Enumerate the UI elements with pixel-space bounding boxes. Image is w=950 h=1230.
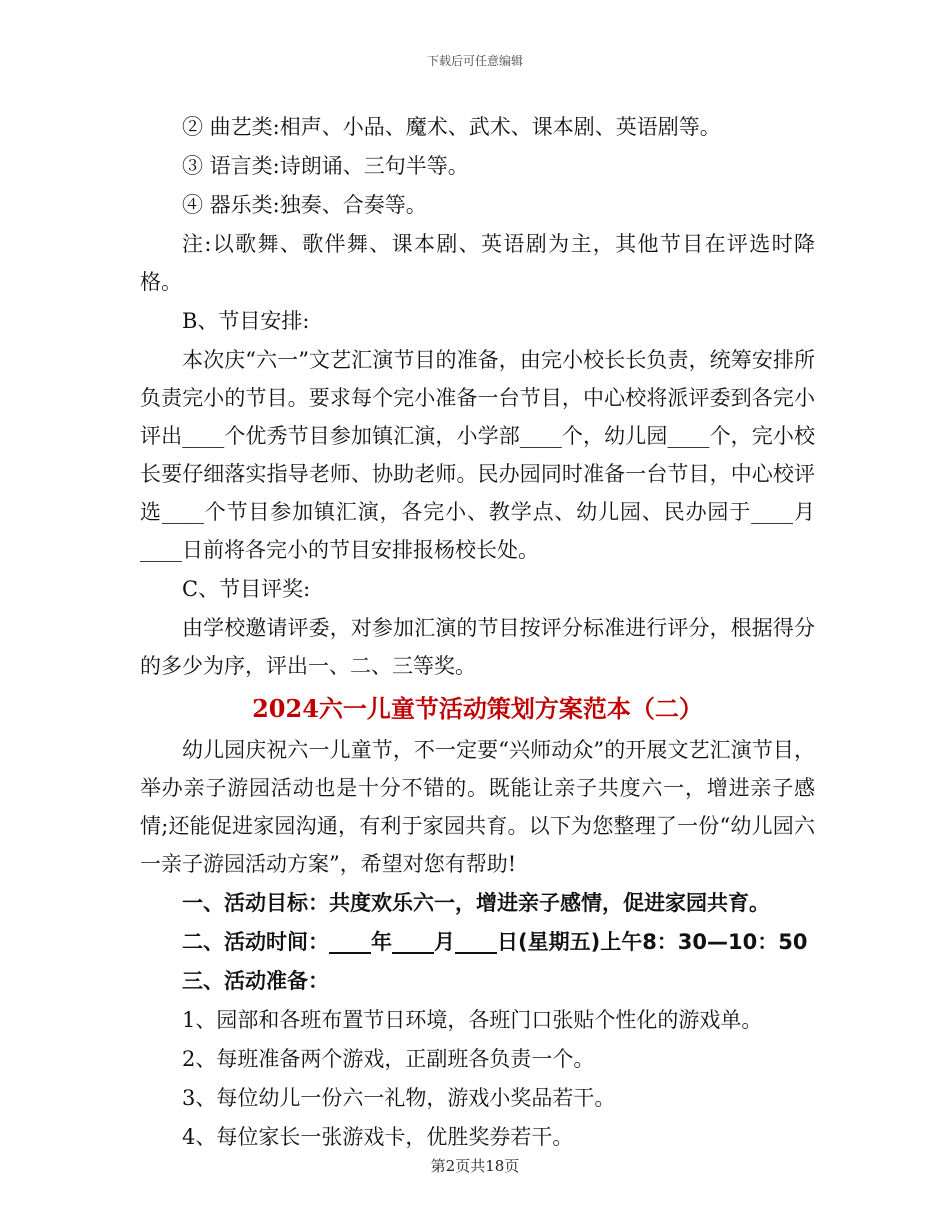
paragraph-yuyan: ③ 语言类:诗朗诵、三句半等。 — [182, 154, 469, 178]
paragraph-qiyue: ④ 器乐类:独奏、合奏等。 — [182, 193, 427, 217]
prep-item-1: 1、园部和各班布置节日环境，各班门口张贴个性化的游戏单。 — [182, 1008, 763, 1032]
paragraph-awards: 由学校邀请评委，对参加汇演的节目按评分标准进行评分，根据得分的多少为序，评出一、二、三等奖。 — [140, 616, 815, 678]
heading-time: 二、活动时间：____年____月____日(星期五)上午8：30—10：50 — [182, 930, 808, 954]
document-content — [140, 108, 815, 1157]
prep-item-3: 3、每位幼儿一份六一礼物，游戏小奖品若干。 — [182, 1086, 616, 1110]
heading-prep: 三、活动准备： — [182, 969, 329, 993]
paragraph-intro: 幼儿园庆祝六一儿童节，不一定要“兴师动众”的开展文艺汇演节目，举办亲子游园活动也是十分不错的。既能让亲子共度六一，增进亲子感情;还能促进家园沟通，有利于家园共育。以下为您整理了一份“幼儿园六一亲子游园活动方案”，希望对您有帮助! — [140, 738, 815, 876]
section-title: 2024六一儿童节活动策划方案范本（二） — [252, 694, 703, 723]
paragraph-arrangement: 本次庆“六一”文艺汇演节目的准备，由完小校长长负责，统筹安排所负责完小的节目。要求每个完小准备一台节目，中心校将派评委到各完小评出____个优秀节目参加镇汇演，小学部____个，幼儿园____个，完小校长要仔细落实指导老师、协助老师。民办园同时准备一台节目，中心校评选____个节目参加镇汇演，各完小、教学点、幼儿园、民办园于____月____日前将各完小的节目安排报杨校长处。 — [140, 348, 815, 562]
paragraph-c-heading: C、节目评奖: — [182, 577, 311, 601]
page-header-note: 下载后可任意编辑 — [426, 54, 523, 68]
page-footer-number: 第2页共18页 — [430, 1157, 520, 1175]
paragraph-quyi: ② 曲艺类:相声、小品、魔术、武术、课本剧、英语剧等。 — [182, 115, 721, 139]
heading-goal: 一、活动目标：共度欢乐六一，增进亲子感情，促进家园共育。 — [182, 891, 770, 915]
prep-item-2: 2、每班准备两个游戏，正副班各负责一个。 — [182, 1047, 595, 1071]
paragraph-note: 注:以歌舞、歌伴舞、课本剧、英语剧为主，其他节目在评选时降格。 — [140, 232, 815, 294]
prep-item-4: 4、每位家长一张游戏卡，优胜奖券若干。 — [182, 1125, 574, 1149]
paragraph-b-heading: B、节目安排: — [182, 309, 310, 333]
